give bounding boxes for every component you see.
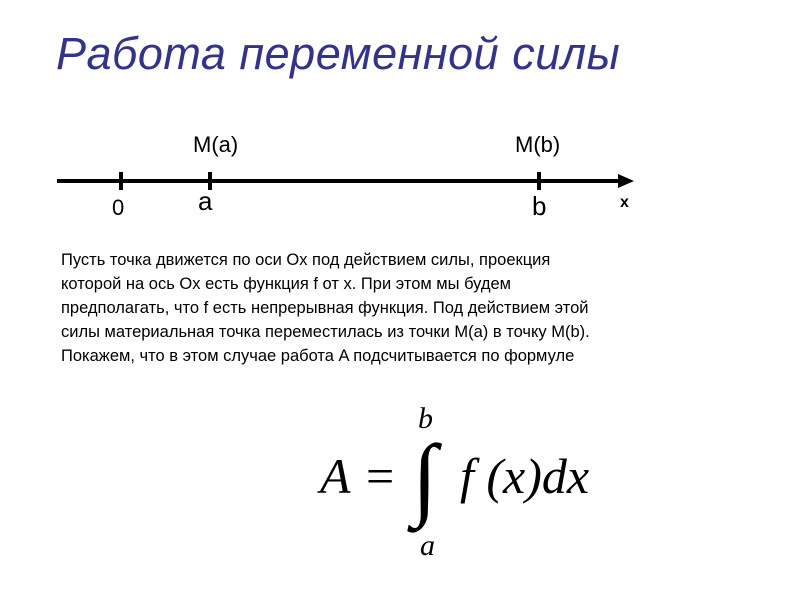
point-label-m-b: M(b) (515, 132, 561, 157)
tick-label-b: b (532, 191, 547, 221)
tick-label-zero: 0 (112, 195, 125, 220)
slide-title: Работа переменной силы (56, 28, 621, 79)
integral-lower-limit: a (420, 529, 435, 562)
integral-upper-limit: b (418, 402, 433, 435)
integral-sign: ∫ (412, 426, 438, 528)
formula-lhs: A (320, 448, 351, 504)
formula-equals: = (366, 448, 395, 504)
point-label-m-a: M(a) (193, 132, 239, 157)
axis-name-x: x (620, 194, 629, 211)
axis-arrowhead (618, 174, 634, 188)
body-paragraph: Пусть точка движется по оси Ox под действием силы, проекция которой на ось Ox есть функция f от x. При этом мы будем предполагать, что f есть непрерывная функция. Под действием этой силы материальная точка переместилась из точки M(a) в точку M(b). Покажем, что в этом случае работа A подсчитывается по формуле (61, 251, 590, 365)
work-integral-formula (300, 390, 640, 565)
tick-label-a: a (198, 186, 213, 216)
formula-integrand: f (x)dx (460, 448, 590, 504)
